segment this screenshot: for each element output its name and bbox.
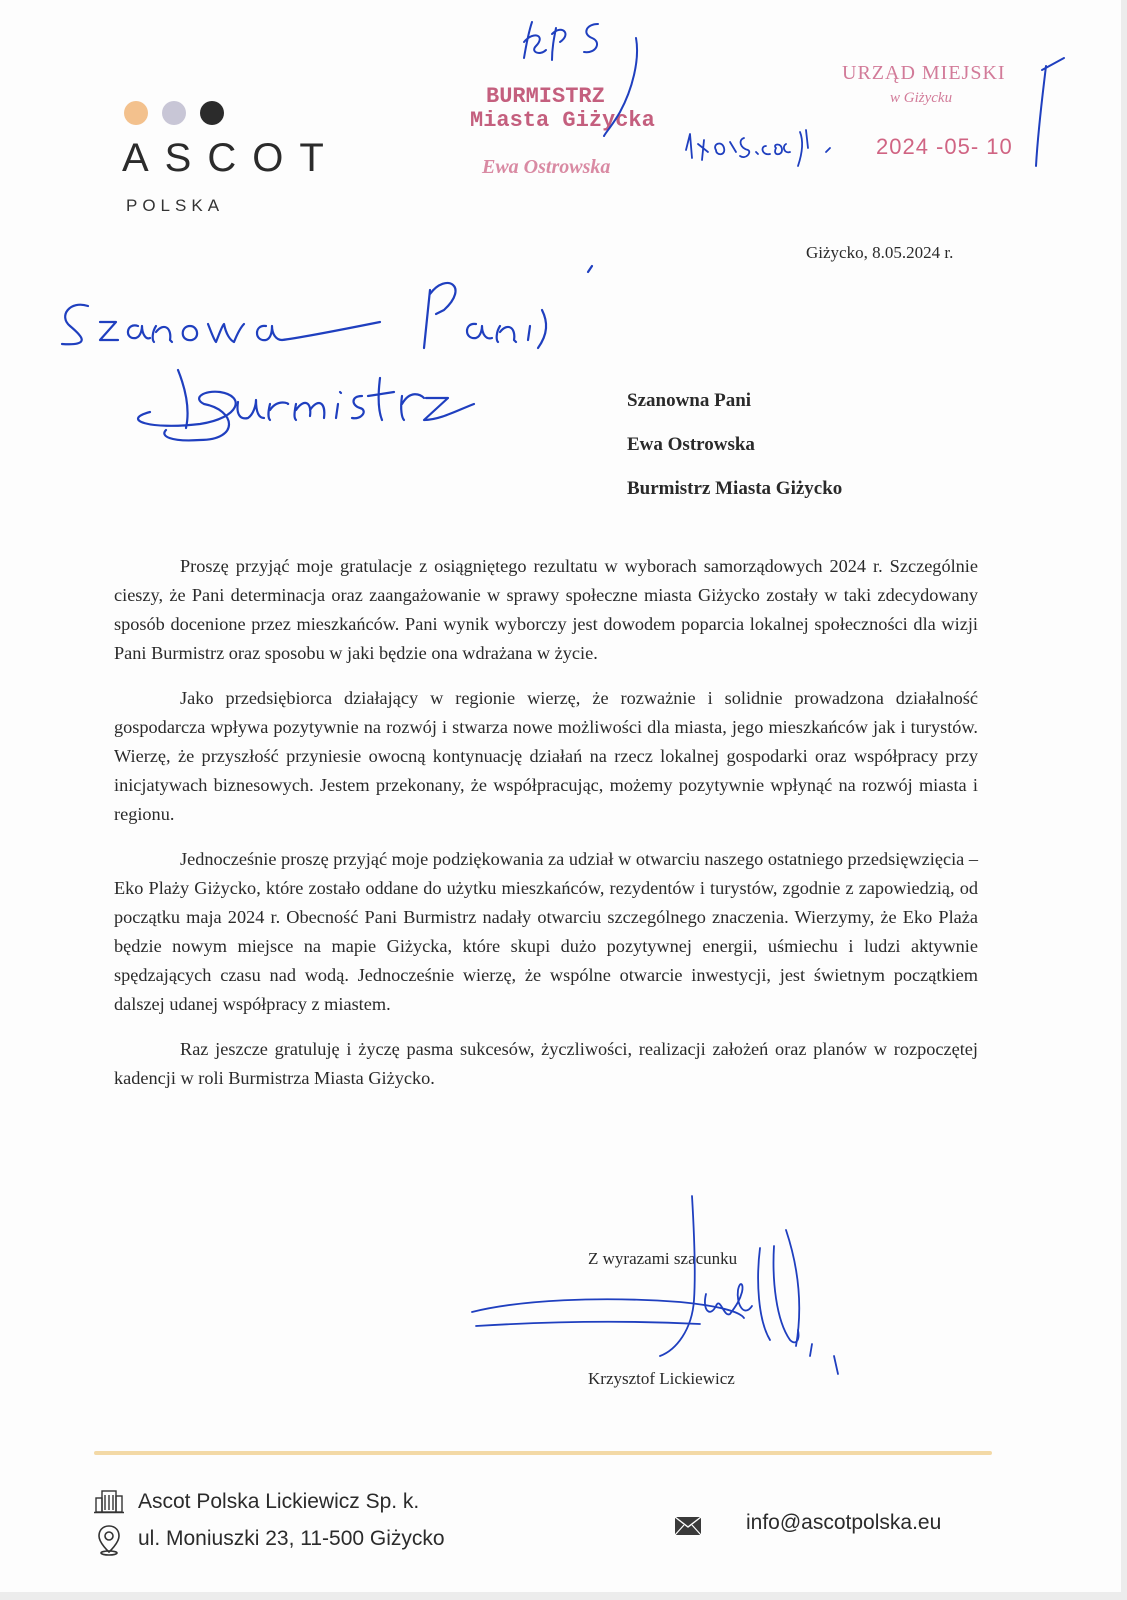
footer-company: Ascot Polska Lickiewicz Sp. k. xyxy=(138,1490,420,1513)
logo-name: ASCOT xyxy=(122,136,340,180)
stamp-urzad-city: w Giżycku xyxy=(890,90,953,106)
footer-divider xyxy=(94,1451,992,1455)
footer-email-link[interactable]: info@ascotpolska.eu xyxy=(746,1511,942,1534)
footer-address: ul. Moniuszki 23, 11-500 Giżycko xyxy=(138,1527,445,1550)
body-paragraph: Jako przedsiębiorca działający w regionie wierzę, że rozważnie i solidnie prowadzona działalność gospodarcza wpływa pozytywnie na rozwój i stwarza nowe możliwości dla miasta, jego mieszkańców jak i turystów. Wierzę, że przyszłość przyniesie owocną kontynuację działań na rzecz lokalnej gospodarki oraz współpracy przy inicjatywach biznesowych. Jestem przekonany, że współpracując, możemy pozytywnie wpłynąć na rozwój miasta i regionu. xyxy=(114,688,978,824)
signer-name: Krzysztof Lickiewicz xyxy=(588,1369,735,1388)
location-pin-icon xyxy=(96,1524,122,1556)
handwritten-stroke xyxy=(1036,66,1046,166)
stamp-urzad-date: 2024 -05- 10 xyxy=(876,134,1013,159)
handwritten-stroke xyxy=(1042,58,1064,70)
signature xyxy=(472,1196,838,1374)
handwritten-salutation-line1 xyxy=(62,266,592,348)
logo-dot-lavender xyxy=(162,101,186,125)
recipient-block xyxy=(627,379,842,511)
body-paragraph: Jednocześnie proszę przyjąć moje podziękowania za udział w otwarciu naszego ostatniego przedsięwzięcia – Eko Plaży Giżycko, które zostało oddane do użytku mieszkańców, rezydentów i turystów, zgodnie z zapowiedzią, od początku maja 2024 r. Obecność Pani Burmistrz nadały otwarciu szczególnego znaczenia. Wierzymy, że Eko Plaża będzie nowym miejsce na mapie Giżycka, które skupi dużo pozytywnej energii, uśmiechu i ludzi aktywnie spędzających czasu nad wodą. Jednocześnie wierzę, że wspólne otwarcie inwestycji, jest świetnym początkiem dalszej udanej współpracy z miastem. xyxy=(114,849,978,1014)
recipient-line: Burmistrz Miasta Giżycko xyxy=(627,478,843,499)
logo-subtitle: POLSKA xyxy=(126,196,225,215)
scan-edge-right xyxy=(1121,0,1127,1600)
envelope-icon xyxy=(674,1516,702,1536)
stamp-burmistrz-title: BURMISTRZ xyxy=(486,84,605,109)
recipient-line: Ewa Ostrowska xyxy=(627,434,755,455)
letter-date-place: Giżycko, 8.05.2024 r. xyxy=(806,243,954,262)
stamp-urzad-title: URZĄD MIEJSKI xyxy=(842,62,1006,84)
handwritten-salutation-line2 xyxy=(138,370,474,440)
body-paragraph: Raz jeszcze gratuluję i życzę pasma sukcesów, życzliwości, realizacji założeń oraz planów w rozpoczętej kadencji w roli Burmistrza Miasta Giżycko. xyxy=(114,1039,978,1088)
handwritten-received-date xyxy=(686,130,830,166)
logo-dot-peach xyxy=(124,101,148,125)
logo-dots xyxy=(124,101,224,127)
body-paragraph: Proszę przyjąć moje gratulacje z osiągniętego rezultatu w wyborach samorządowych 2024 r. Szczególnie cieszy, że Pani determinacja oraz zaangażowanie w sprawy społeczne miasta Giżycko zostały w taki zdecydowany sposób docenione przez mieszkańców. Pani wynik wyborczy jest dowodem poparcia lokalnej społeczności dla wizji Pani Burmistrz oraz sposobu w jaki będzie ona wdrażana w życie. xyxy=(114,556,978,663)
letter-body xyxy=(114,552,978,1109)
scan-edge-bottom xyxy=(0,1592,1127,1600)
stamp-burmistrz-city: Miasta Giżycka xyxy=(470,108,655,133)
recipient-line: Szanowna Pani xyxy=(627,390,752,411)
letter-closing: Z wyrazami szacunku xyxy=(588,1249,738,1268)
building-icon xyxy=(94,1488,124,1514)
logo-dot-dark xyxy=(200,101,224,125)
stamp-burmistrz-name: Ewa Ostrowska xyxy=(482,156,611,178)
